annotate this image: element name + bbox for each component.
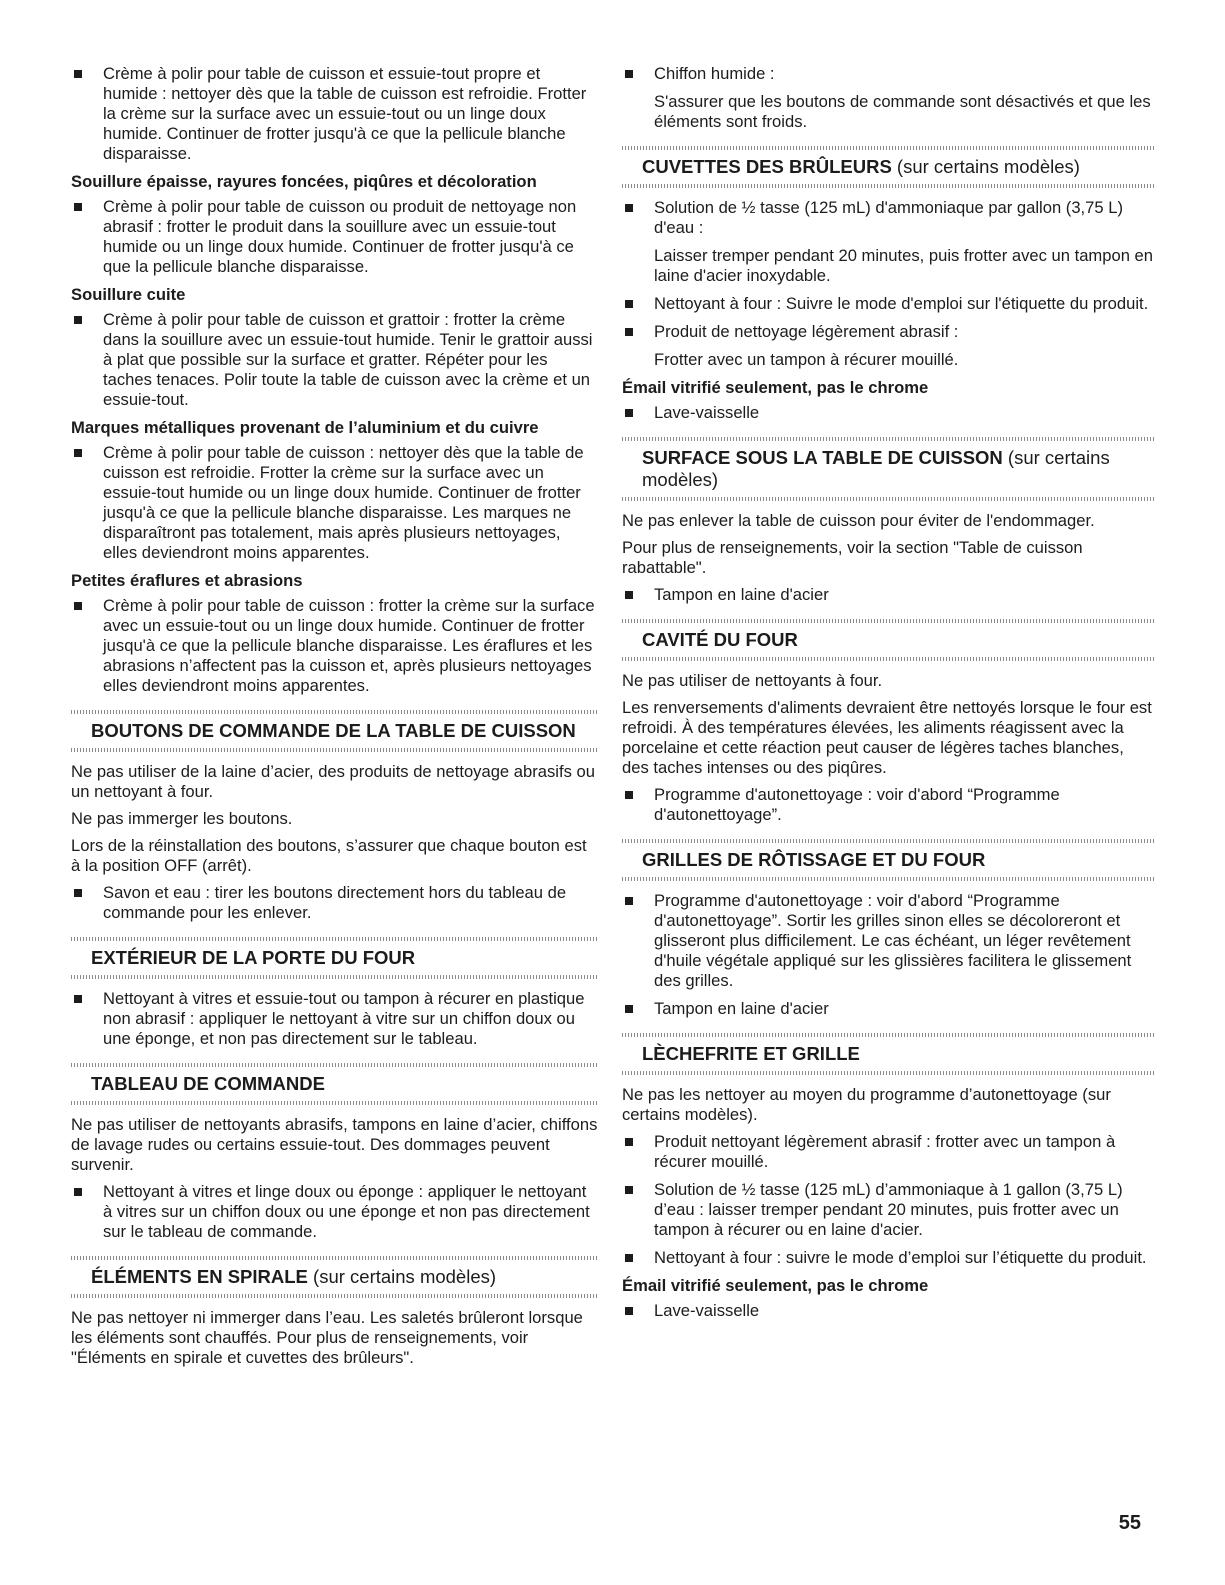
list-item: Tampon en laine d'acier [622, 999, 1154, 1019]
list-item: Solution de ½ tasse (125 mL) d'ammoniaque par gallon (3,75 L) d'eau : [622, 198, 1154, 238]
right-column [622, 64, 1154, 1329]
section-title: TABLEAU DE COMMANDE [91, 1073, 325, 1094]
section-title: SURFACE SOUS LA TABLE DE CUISSON [642, 447, 1003, 468]
section-heading-cavite [622, 619, 1154, 661]
subheading: Marques métalliques provenant de l’aluminium et du cuivre [71, 418, 539, 437]
section-heading-boutons [71, 710, 599, 752]
list-item: Crème à polir pour table de cuisson ou produit de nettoyage non abrasif : frotter le produit dans la souillure avec un essuie-tout humide ou un linge doux humide. Continuer de frotter jusqu'à ce que la pellicule blanche disparaisse. [71, 197, 599, 277]
list-item: Crème à polir pour table de cuisson : nettoyer dès que la table de cuisson est refroidie. Frotter la crème sur la surface avec un essuie-tout humide ou un linge doux humide. Continuer de frotter jusqu'à ce que la pellicule blanche disparaisse. Les marques ne disparaîtront pas totalement, mais après plusieurs nettoyages, elles deviendront moins apparentes. [71, 443, 599, 563]
section-heading-elements [71, 1256, 599, 1298]
list-item: Lave-vaisselle [622, 403, 1154, 423]
list-item: Solution de ½ tasse (125 mL) d’ammoniaque à 1 gallon (3,75 L) d’eau : laisser tremper pendant 20 minutes, puis frotter avec un tampon à récurer ou en laine d'acier. [622, 1180, 1154, 1240]
list-item: Nettoyant à vitres et linge doux ou éponge : appliquer le nettoyant à vitres sur un chiffon doux ou une éponge et non pas directement sur le tableau de commande. [71, 1182, 599, 1242]
section-title-suffix: (sur certains modèles) [891, 156, 1080, 177]
section-title: ÉLÉMENTS EN SPIRALE [91, 1266, 308, 1287]
paragraph: Les renversements d'aliments devraient être nettoyés lorsque le four est refroidi. À des températures élevées, les aliments réagissent avec la porcelaine et cette réaction peut causer de légères taches blanches, des taches intenses ou des piqûres. [622, 698, 1152, 777]
section-heading-surface [622, 437, 1154, 501]
paragraph: Ne pas utiliser de la laine d’acier, des produits de nettoyage abrasifs ou un nettoyant à four. [71, 762, 595, 801]
section-heading-lechefrite [622, 1033, 1154, 1075]
left-column [71, 64, 599, 1375]
paragraph: Ne pas immerger les boutons. [71, 809, 293, 828]
list-item-continuation: Frotter avec un tampon à récurer mouillé. [654, 350, 959, 369]
section-title: CUVETTES DES BRÛLEURS [642, 156, 892, 177]
list-item: Savon et eau : tirer les boutons directement hors du tableau de commande pour les enlever. [71, 883, 599, 923]
section-title: CAVITÉ DU FOUR [642, 629, 798, 650]
section-title-suffix: (sur certains modèles) [642, 447, 1110, 490]
section-title-suffix: (sur certains modèles) [307, 1266, 497, 1287]
list-item: Lave-vaisselle [622, 1301, 1154, 1321]
list-item: Chiffon humide : [622, 64, 1154, 84]
paragraph: Pour plus de renseignements, voir la section "Table de cuisson rabattable". [622, 538, 1083, 577]
section-heading-grilles [622, 839, 1154, 881]
list-item: Crème à polir pour table de cuisson et essuie-tout propre et humide : nettoyer dès que la table de cuisson est refroidie. Frotter la crème sur la surface avec un essuie-tout ou un linge doux humide. Continuer de frotter jusqu'à ce que la pellicule blanche disparaisse. [71, 64, 599, 164]
section-title: LÈCHEFRITE ET GRILLE [642, 1043, 860, 1064]
section-heading-cuvettes [622, 146, 1154, 188]
list-item: Tampon en laine d'acier [622, 585, 1154, 605]
subheading: Petites éraflures et abrasions [71, 571, 303, 590]
section-heading-tableau [71, 1063, 599, 1105]
list-item: Crème à polir pour table de cuisson : frotter la crème sur la surface avec un essuie-tout ou un linge doux humide. Continuer de frotter jusqu'à ce que la pellicule blanche disparaisse. Les éraflures et les abrasions n’affectent pas la cuisson et, après plusieurs nettoyages elles deviendront moins apparentes. [71, 596, 599, 696]
subheading: Émail vitrifié seulement, pas le chrome [622, 1276, 929, 1295]
section-title: GRILLES DE RÔTISSAGE ET DU FOUR [642, 849, 986, 870]
section-title: EXTÉRIEUR DE LA PORTE DU FOUR [91, 947, 416, 968]
subheading: Émail vitrifié seulement, pas le chrome [622, 378, 929, 397]
section-title: BOUTONS DE COMMANDE DE LA TABLE DE CUISSON [91, 720, 576, 741]
subheading: Souillure cuite [71, 285, 186, 304]
paragraph: Ne pas les nettoyer au moyen du programme d’autonettoyage (sur certains modèles). [622, 1085, 1111, 1124]
subheading: Souillure épaisse, rayures foncées, piqûres et décoloration [71, 172, 537, 191]
paragraph: Ne pas enlever la table de cuisson pour éviter de l'endommager. [622, 511, 1095, 530]
list-item: Nettoyant à four : suivre le mode d’emploi sur l’étiquette du produit. [622, 1248, 1154, 1268]
list-item: Produit nettoyant légèrement abrasif : frotter avec un tampon à récurer mouillé. [622, 1132, 1154, 1172]
page-number: 55 [1118, 1512, 1141, 1534]
paragraph: Ne pas nettoyer ni immerger dans l’eau. Les saletés brûleront lorsque les éléments sont chauffés. Pour plus de renseignements, voir "Éléments en spirale et cuvettes des brûleurs". [71, 1308, 583, 1367]
list-item: Crème à polir pour table de cuisson et grattoir : frotter la crème dans la souillure avec un essuie-tout humide. Tenir le grattoir aussi à plat que possible sur la surface et gratter. Répéter pour les taches tenaces. Polir toute la table de cuisson avec la crème et un essuie-tout. [71, 310, 599, 410]
list-item: Produit de nettoyage légèrement abrasif : [622, 322, 1154, 342]
list-item: Programme d'autonettoyage : voir d'abord “Programme d'autonettoyage”. Sortir les grilles sinon elles se décoloreront et glisseront plus difficilement. Le cas échéant, un léger revêtement d'huile végétale appliqué sur les glissières facilitera le glissement des grilles. [622, 891, 1154, 991]
paragraph: Ne pas utiliser de nettoyants à four. [622, 671, 883, 690]
section-heading-porte [71, 937, 599, 979]
list-item: Nettoyant à vitres et essuie-tout ou tampon à récurer en plastique non abrasif : appliquer le nettoyant à vitre sur un chiffon doux ou une éponge, et non pas directement sur le tableau. [71, 989, 599, 1049]
list-item-continuation: S'assurer que les boutons de commande sont désactivés et que les éléments sont froids. [654, 92, 1151, 131]
paragraph: Ne pas utiliser de nettoyants abrasifs, tampons en laine d’acier, chiffons de lavage rudes ou certains essuie-tout. Des dommages peuvent survenir. [71, 1115, 598, 1174]
list-item: Programme d'autonettoyage : voir d'abord “Programme d'autonettoyage”. [622, 785, 1154, 825]
list-item-continuation: Laisser tremper pendant 20 minutes, puis frotter avec un tampon en laine d'acier inoxydable. [654, 246, 1154, 285]
list-item: Nettoyant à four : Suivre le mode d'emploi sur l'étiquette du produit. [622, 294, 1154, 314]
paragraph: Lors de la réinstallation des boutons, s’assurer que chaque bouton est à la position OFF (arrêt). [71, 836, 587, 875]
